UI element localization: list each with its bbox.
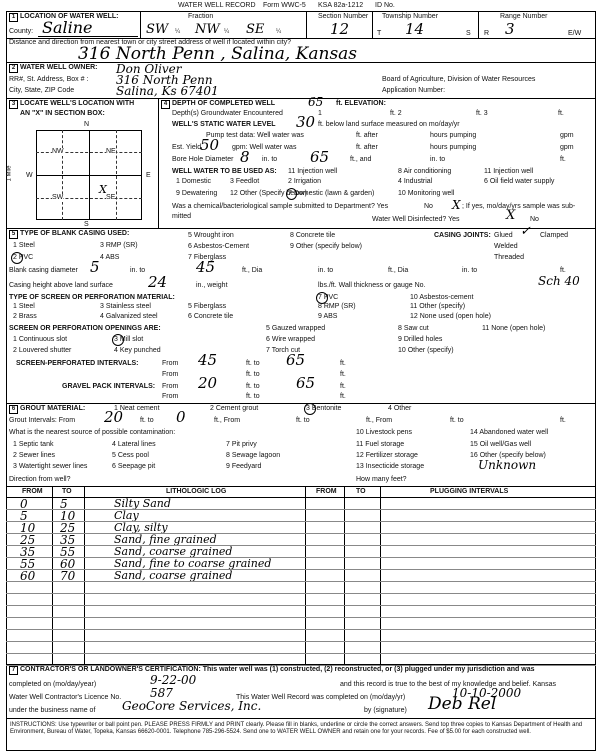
plug-to-header: TO <box>356 488 366 495</box>
screen-abs[interactable]: 9 ABS <box>318 313 338 320</box>
casing-diameter-to-value: 45 <box>196 258 216 276</box>
grout-ft-to-2: ft. to <box>296 417 310 424</box>
perforated-intervals-label: SCREEN-PERFORATED INTERVALS: <box>16 360 139 367</box>
west-label: W <box>26 172 33 179</box>
gw-1: 1 <box>318 110 322 117</box>
use-domestic-lawn-circle <box>286 188 297 200</box>
signature: Deb Rel <box>428 694 497 714</box>
casing-steel[interactable]: 1 Steel <box>13 242 35 249</box>
contam-feedyard[interactable]: 9 Feedyard <box>226 463 262 470</box>
opening-none[interactable]: 11 None (open hole) <box>482 325 546 332</box>
plugging-intervals-header: PLUGGING INTERVALS <box>430 488 509 495</box>
form-number: Form WWC-5 <box>263 2 306 9</box>
grout-from-value: 20 <box>104 408 124 426</box>
contam-sewage-lagoon[interactable]: 8 Sewage lagoon <box>226 452 281 459</box>
use-air-conditioning[interactable]: 8 Air conditioning <box>398 168 452 175</box>
disinfected-x: X <box>506 208 516 223</box>
gw-3: ft. 3 <box>476 110 488 117</box>
bore-label: Bore Hole Diameter <box>172 156 234 163</box>
gravel-from-label: From <box>162 383 179 390</box>
completed-rest: and this record is true to the best of my knowledge and belief. Kansas <box>340 681 556 688</box>
grout-cement[interactable]: 2 Cement grout <box>210 405 259 412</box>
log-row-line <box>6 581 596 582</box>
log-from-cell: 60 <box>20 569 36 583</box>
log-from-cell: 10 <box>20 521 36 535</box>
section-6-heading: 6 GROUT MATERIAL: <box>9 405 85 414</box>
county-label: County: <box>9 28 34 35</box>
elevation-label: ft. ELEVATION: <box>336 100 386 107</box>
screen-asbestos[interactable]: 10 Asbestos-cement <box>410 294 474 301</box>
quadrant-nw: NW <box>52 148 64 155</box>
log-row-line <box>6 641 596 642</box>
licence-value: 587 <box>150 686 173 700</box>
opening-saw-cut[interactable]: 8 Saw cut <box>398 325 429 332</box>
yield-hours: hours pumping <box>430 144 477 151</box>
opening-other[interactable]: 10 Other (specify) <box>398 347 454 354</box>
completed-value: 9-22-00 <box>150 673 197 687</box>
screen-pvc[interactable]: 7 PVC <box>318 294 339 301</box>
use-dewatering[interactable]: 4 Industrial <box>398 178 433 185</box>
range-value: 3 <box>505 20 515 38</box>
yield-gpm: gpm: Well water was <box>232 144 297 151</box>
township-s: S <box>466 30 471 37</box>
use-domestic[interactable]: 1 Domestic <box>176 178 212 185</box>
fraction-nw-value: NW <box>195 22 220 37</box>
sample-rest: ; If yes, mo/day/yrs sample was sub- <box>462 203 576 210</box>
opening-wire[interactable]: 6 Wire wrapped <box>266 336 316 343</box>
perf-from-label: From <box>162 360 179 367</box>
contam-septic[interactable]: 1 Septic tank <box>13 441 54 448</box>
perf-ft-2: ft. <box>340 371 346 378</box>
gauge-value: Sch 40 <box>538 274 580 288</box>
use-other[interactable]: 6 Oil field water supply <box>484 178 555 185</box>
gw-ft: ft. <box>558 110 564 117</box>
bore-in-to-2: in. to <box>430 156 446 163</box>
distance-value: 316 North Penn , Salina, Kansas <box>78 44 358 64</box>
log-row-line <box>6 557 596 558</box>
use-domestic-lawn[interactable]: 7 Domestic (lawn & garden) <box>288 190 375 197</box>
ksa-reference: KSA 82a-1212 <box>318 2 364 9</box>
contam-sewer[interactable]: 2 Sewer lines <box>13 452 56 459</box>
yield-label: Est. Yield <box>172 144 202 151</box>
diam-ft-dia: ft., Dia <box>242 267 263 274</box>
log-description-cell: Sand, coarse grained <box>114 545 233 558</box>
screen-brass[interactable]: 2 Brass <box>13 313 37 320</box>
contam-abandoned-well[interactable]: 14 Abandoned water well <box>470 429 549 436</box>
casing-wrought[interactable]: 5 Wrought iron <box>188 232 234 239</box>
log-row-line <box>6 545 596 546</box>
signature-label: by (signature) <box>364 707 407 714</box>
casing-height-value: 24 <box>148 273 168 291</box>
diam-in-to-2: in. to <box>318 267 334 274</box>
business-name-label: under the business name of <box>9 707 96 714</box>
groundwater-label: Depth(s) Groundwater Encountered <box>172 110 283 117</box>
log-from-cell: 55 <box>20 557 36 571</box>
gravel-to-value: 65 <box>296 374 316 392</box>
diam-ft-dia-2: ft., Dia <box>388 267 409 274</box>
grout-bentonite[interactable]: 3 Bentonite <box>306 405 342 412</box>
section-number-value: 12 <box>330 20 350 38</box>
application-number-label: Application Number: <box>382 87 446 94</box>
yield-value: 50 <box>200 136 220 154</box>
casing-diameter-value: 5 <box>90 258 100 276</box>
yield-after: ft. after <box>356 144 378 151</box>
diam-in-to-3: in. to <box>462 267 478 274</box>
pump-after: ft. after <box>356 132 378 139</box>
grout-other[interactable]: 4 Other <box>388 405 412 412</box>
pump-hours: hours pumping <box>430 132 477 139</box>
contam-fuel[interactable]: 11 Fuel storage <box>356 441 405 448</box>
opening-mill-slot-circle <box>112 334 124 346</box>
plug-from-header: FROM <box>316 488 337 495</box>
contamination-label: What is the nearest source of possible contamination: <box>9 429 176 436</box>
quarter-mark: ¼ <box>224 29 230 35</box>
gw-2: ft. 2 <box>390 110 402 117</box>
use-oil-field[interactable]: 2 Irrigation <box>288 178 322 185</box>
log-to-cell: 25 <box>60 521 76 535</box>
log-to-cell: 5 <box>60 497 68 511</box>
log-to-cell: 60 <box>60 557 76 571</box>
joint-welded[interactable]: Welded <box>494 243 518 250</box>
opening-continuous[interactable]: 1 Continuous slot <box>13 336 68 343</box>
contam-cess-pool[interactable]: 5 Cess pool <box>112 452 149 459</box>
joint-threaded[interactable]: Threaded <box>494 254 524 261</box>
city-value: Salina, Ks 67401 <box>116 84 219 98</box>
screen-fiberglass[interactable]: 5 Fiberglass <box>188 303 227 310</box>
quarter-mark: ¼ <box>276 29 282 35</box>
log-to-cell: 70 <box>60 569 76 583</box>
completed-label: completed on (mo/day/year) <box>9 681 97 688</box>
lithologic-log-header: LITHOLOGIC LOG <box>166 488 227 495</box>
openings-label: SCREEN OR PERFORATION OPENINGS ARE: <box>9 325 161 332</box>
gravel-intervals-label: GRAVEL PACK INTERVALS: <box>62 383 156 390</box>
log-from-header: FROM <box>22 488 43 495</box>
opening-louvered[interactable]: 2 Louvered shutter <box>13 347 72 354</box>
static-level-value: 30 <box>296 113 316 131</box>
use-feedlot[interactable]: 3 Feedlot <box>230 178 260 185</box>
county-value: Saline <box>42 18 93 37</box>
section-1-heading: 1 LOCATION OF WATER WELL: <box>9 13 119 22</box>
log-from-cell: 5 <box>20 509 28 523</box>
opening-torch[interactable]: 7 Torch cut <box>266 347 301 354</box>
address-label: RR#, St. Address, Box # : <box>9 76 89 83</box>
log-row-line <box>6 569 596 570</box>
section-7-heading: 7 CONTRACTOR'S OR LANDOWNER'S CERTIFICATION: This water well was (1) constructed, (2) reconstructed, or (3) plugged under my jurisdiction and was <box>9 666 535 675</box>
opening-mill-slot[interactable]: 3 Mill slot <box>114 336 144 343</box>
fraction-sw-value: SW <box>146 22 169 37</box>
log-description-cell: Clay <box>114 509 139 522</box>
contam-lateral[interactable]: 4 Lateral lines <box>112 441 156 448</box>
height-in-weight: in., weight <box>196 282 228 289</box>
perf-ft-to-2: ft. to <box>246 371 260 378</box>
gravel-ft: ft. <box>340 383 346 390</box>
form-title: WATER WELL RECORD <box>178 2 256 9</box>
diam-ft: ft. <box>560 267 566 274</box>
mile-label: 1 Mile <box>6 165 13 182</box>
grout-bentonite-circle <box>304 403 316 415</box>
use-public-water[interactable]: 11 Injection well <box>288 168 338 175</box>
grout-ft: ft. <box>560 417 566 424</box>
casing-abs[interactable]: 4 ABS <box>100 254 120 261</box>
bore-in-to: in. to <box>262 156 278 163</box>
north-label: N <box>84 121 90 128</box>
casing-pvc[interactable]: 2 PVC <box>13 254 34 261</box>
use-injection[interactable]: 11 Injection well <box>484 168 534 175</box>
log-row-line <box>6 653 596 654</box>
contam-fertilizer[interactable]: 12 Fertilizer storage <box>356 452 418 459</box>
opening-drilled[interactable]: 9 Drilled holes <box>398 336 443 343</box>
static-level-rest: ft. below land surface measured on mo/day/yr <box>318 121 460 128</box>
sample-no: No <box>424 203 433 210</box>
city-label: City, State, ZIP Code <box>9 87 75 94</box>
east-label: E <box>146 172 151 179</box>
contam-oil-gas[interactable]: 15 Oil well/Gas well <box>470 441 532 448</box>
section-3-subheading: AN "X" IN SECTION BOX: <box>20 110 105 117</box>
log-row-line <box>6 509 596 510</box>
township-value: 14 <box>405 20 425 38</box>
log-description-cell: Sand, fine to coarse grained <box>114 557 272 570</box>
screen-steel[interactable]: 1 Steel <box>13 303 35 310</box>
pump-label: Pump test data: Well water was <box>206 132 304 139</box>
section-4-heading: 4 DEPTH OF COMPLETED WELL <box>161 100 275 109</box>
log-row-line <box>6 629 596 630</box>
joint-glued-check: ✓ <box>520 224 531 239</box>
casing-other[interactable]: 9 Other (specify below) <box>290 243 362 250</box>
log-row-line <box>6 521 596 522</box>
pump-gpm: gpm <box>560 132 574 139</box>
height-lbs: lbs./ft. Wall thickness or gauge No. <box>318 282 426 289</box>
owner-value: Don Oliver <box>116 62 182 76</box>
distance-label: Distance and direction from nearest town or city street address of well if located within city? <box>9 39 292 46</box>
grout-ft-to: ft. to <box>140 417 154 424</box>
section-3-heading: 3 LOCATE WELL'S LOCATION WITH <box>9 100 134 109</box>
gravel-ft-to-2: ft. to <box>246 393 260 400</box>
direction-label: Direction from well? <box>9 476 71 483</box>
diam-in-to: in. to <box>130 267 146 274</box>
joint-clamped[interactable]: Clamped <box>540 232 569 239</box>
log-from-cell: 25 <box>20 533 36 547</box>
section-2-heading: 2 WATER WELL OWNER: <box>9 64 98 73</box>
depth-value: 65 <box>308 95 324 109</box>
grout-ft-from-2: ft., From <box>366 417 393 424</box>
log-description-cell: Clay, silty <box>114 521 168 534</box>
casing-fiberglass[interactable]: 7 Fiberglass <box>188 254 227 261</box>
use-monitoring[interactable]: 10 Monitoring well <box>398 190 455 197</box>
bore-to-value: 65 <box>310 148 330 166</box>
casing-concrete[interactable]: 8 Concrete tile <box>290 232 336 239</box>
gravel-from-label-2: From <box>162 393 179 400</box>
perf-from-label-2: From <box>162 371 179 378</box>
range-ew: E/W <box>568 30 582 37</box>
log-row-line <box>6 605 596 606</box>
log-row-line <box>6 617 596 618</box>
perf-to-value: 65 <box>286 351 306 369</box>
log-from-cell: 35 <box>20 545 36 559</box>
joint-glued[interactable]: Glued <box>494 232 513 239</box>
board-label: Board of Agriculture, Division of Water Resources <box>382 76 536 83</box>
screen-concrete[interactable]: 6 Concrete tile <box>188 313 234 320</box>
log-description-cell: Silty Sand <box>114 497 171 510</box>
casing-diameter-label: Blank casing diameter <box>9 267 78 274</box>
quadrant-ne: NE <box>106 148 116 155</box>
yield-gpm2: gpm <box>560 144 574 151</box>
gravel-ft-2: ft. <box>340 393 346 400</box>
sample-question: Was a chemical/bacteriological sample submitted to Department? Yes <box>172 203 389 210</box>
township-t: T <box>377 30 382 37</box>
bore-value: 8 <box>240 148 250 166</box>
screen-none[interactable]: 12 None used (open hole) <box>410 313 491 320</box>
perf-from-value: 45 <box>198 351 218 369</box>
grout-intervals-label: Grout Intervals: From <box>9 417 76 424</box>
id-number-label: ID No. <box>375 2 395 9</box>
screen-stainless[interactable]: 3 Stainless steel <box>100 303 151 310</box>
bore-ft-and: ft., and <box>350 156 372 163</box>
casing-asbestos[interactable]: 6 Asbestos-Cement <box>188 243 250 250</box>
log-description-cell: Sand, fine grained <box>114 533 217 546</box>
instructions: INSTRUCTIONS: Use typewriter or ball point pen. PLEASE PRESS FIRMLY and PRINT clearly. Please fill in blanks, underline or circle the correct answers. Send top three copies to Kansas Department of Health and Environment, Bureau of Water, Topeka, Kansas 66620-0001. Telephone 785-296-5524. Send one to WATER WELL OWNER and retain one for your records. Fee of $5.00 for each constructed well. <box>10 722 583 735</box>
contam-other[interactable]: 16 Other (specify below) <box>470 452 546 459</box>
casing-pvc-circle <box>11 252 23 264</box>
screen-material-label: TYPE OF SCREEN OR PERFORATION MATERIAL: <box>9 294 175 301</box>
perf-ft: ft. <box>340 360 346 367</box>
perf-ft-to: ft. to <box>246 360 260 367</box>
bore-ft-2: ft. <box>560 156 566 163</box>
contam-insecticide[interactable]: 13 Insecticide storage <box>356 463 425 470</box>
gravel-from-value: 20 <box>198 374 218 392</box>
log-to-cell: 35 <box>60 533 76 547</box>
casing-height-label: Casing height above land surface <box>9 282 113 289</box>
contam-other-value: Unknown <box>478 458 537 472</box>
log-to-header: TO <box>62 488 72 495</box>
township-label: Township Number <box>382 13 439 20</box>
contam-watertight-sewer[interactable]: 3 Watertight sewer lines <box>13 463 88 470</box>
sample-mitted: mitted <box>172 213 192 220</box>
opening-gauzed[interactable]: 5 Gauzed wrapped <box>266 325 326 332</box>
address-value: 316 North Penn <box>116 73 213 87</box>
contam-seepage-pit[interactable]: 6 Seepage pit <box>112 463 156 470</box>
screen-rmp[interactable]: 8 RMP (SR) <box>318 303 356 310</box>
log-from-cell: 0 <box>20 497 28 511</box>
use-industrial[interactable]: 12 Other (Specify below) <box>230 190 308 197</box>
fraction-se-value: SE <box>246 22 265 37</box>
casing-joints-label: CASING JOINTS: <box>434 232 491 239</box>
grout-to-value: 0 <box>176 408 186 426</box>
opening-key-punched[interactable]: 4 Key punched <box>114 347 161 354</box>
range-r: R <box>484 30 490 37</box>
section-5-heading: 5 TYPE OF BLANK CASING USED: <box>9 230 129 239</box>
record-date-value: 10-10-2000 <box>452 686 522 700</box>
grout-ft-from: ft., From <box>214 417 241 424</box>
range-label: Range Number <box>500 13 548 20</box>
casing-rmp[interactable]: 3 RMP (SR) <box>100 242 138 249</box>
use-irrigation[interactable]: 9 Dewatering <box>176 190 218 197</box>
log-to-cell: 10 <box>60 509 76 523</box>
disinfected-label: Water Well Disinfected? Yes <box>372 216 460 223</box>
section-number-label: Section Number <box>318 13 369 20</box>
contam-livestock[interactable]: 10 Livestock pens <box>356 429 413 436</box>
use-label: WELL WATER TO BE USED AS: <box>172 168 277 175</box>
location-x-mark: X <box>99 183 107 196</box>
quarter-mark: ¼ <box>175 29 181 35</box>
log-description-cell: Sand, coarse grained <box>114 569 233 582</box>
business-name-value: GeoCore Services, Inc. <box>122 699 262 713</box>
south-label: S <box>84 221 89 228</box>
quadrant-sw: SW <box>52 194 64 201</box>
fraction-label: Fraction <box>188 13 214 20</box>
grout-ft-to-3: ft. to <box>450 417 464 424</box>
gravel-ft-to: ft. to <box>246 383 260 390</box>
log-to-cell: 55 <box>60 545 76 559</box>
screen-galvanized[interactable]: 4 Galvanized steel <box>100 313 158 320</box>
licence-label: Water Well Contractor's Licence No. <box>9 694 122 701</box>
record-date-label: This Water Well Record was completed on (mo/day/yr) <box>236 694 406 701</box>
contam-pit-privy[interactable]: 7 Pit privy <box>226 441 257 448</box>
disinfected-no: No <box>530 216 539 223</box>
log-row-line <box>6 593 596 594</box>
grout-neat-cement[interactable]: 1 Neat cement <box>114 405 160 412</box>
sample-no-x: X <box>452 198 461 212</box>
log-row-line <box>6 533 596 534</box>
static-level-label: WELL'S STATIC WATER LEVEL <box>172 121 276 128</box>
quadrant-se: SE <box>106 194 116 201</box>
how-many-feet-label: How many feet? <box>356 476 407 483</box>
screen-other[interactable]: 11 Other (specify) <box>410 303 466 310</box>
